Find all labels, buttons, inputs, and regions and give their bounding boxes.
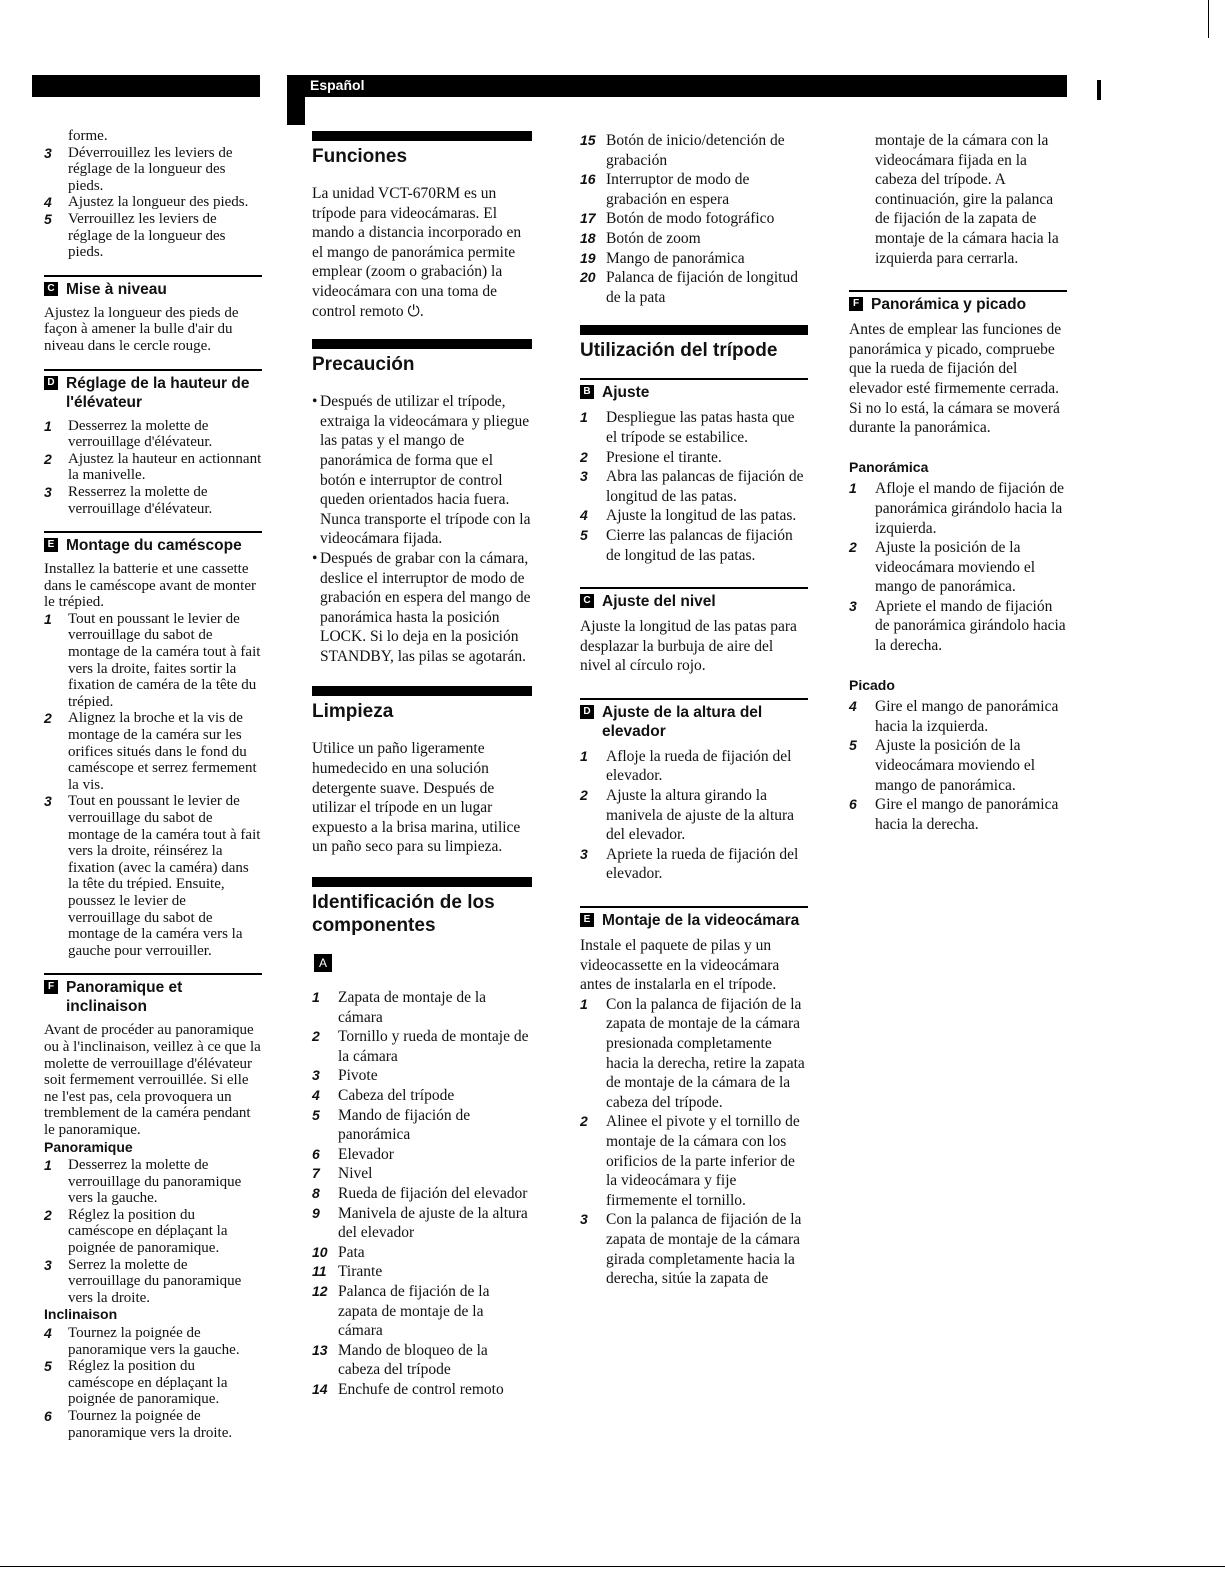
- page-marker: [1097, 80, 1101, 100]
- item-text: Botón de inicio/detención de grabación: [606, 132, 785, 169]
- section-rule: [580, 325, 808, 335]
- montaje-steps: [580, 995, 808, 1289]
- heading-utilizacion: Utilización del trípode: [580, 340, 778, 362]
- list-item: [44, 710, 262, 793]
- item-text: Ajuste la posición de la videocámara moviendo el mango de panorámica.: [875, 737, 1036, 794]
- item-text: Afloje el mando de fijación de panorámica girándolo hacia la izquierda.: [875, 480, 1064, 537]
- item-number: 6: [312, 1145, 320, 1162]
- item-number: 14: [312, 1380, 328, 1397]
- item-text: Botón de modo fotográfico: [606, 210, 775, 228]
- item-number: 13: [312, 1341, 328, 1358]
- section-title: Ajuste: [602, 384, 650, 402]
- item-number: 3: [580, 845, 588, 862]
- item-text: Afloje la rueda de fijación del elevador.: [606, 747, 792, 785]
- item-text: Elevador: [338, 1145, 394, 1163]
- list-item: [849, 736, 1067, 795]
- list-item: [312, 1184, 532, 1204]
- item-text: Réglez la position du caméscope en déplaçant la poignée de panoramique.: [68, 1206, 228, 1257]
- item-number: 4: [44, 1325, 52, 1342]
- item-text: Zapata de montaje de la cámara: [338, 989, 487, 1026]
- item-text: Gire el mango de panorámica hacia la izquierda.: [875, 698, 1059, 735]
- item-number: 16: [580, 171, 596, 188]
- item-text: Desserrez la molette de verrouillage du panoramique vers la gauche.: [68, 1157, 242, 1207]
- item-number: 8: [312, 1184, 320, 1201]
- item-number: 2: [44, 1206, 52, 1223]
- list-item: [580, 131, 808, 170]
- item-number: 4: [580, 507, 588, 524]
- section-text: Avant de procéder au panoramique ou à l'inclinaison, veillez à ce que la molette de verrouillage d'élévateur soit fermement verrouillée. Si elle ne l'est pas, cela provoquera un tremblement de la caméra pendant le panoramique.: [44, 1022, 261, 1138]
- section-montage-camescope: [44, 531, 262, 555]
- column-french: [44, 128, 262, 1441]
- heading-precaucion: Precaución: [312, 354, 415, 376]
- ajuste-steps: [580, 408, 808, 565]
- item-text: Abra las palancas de fijación de longitud de las patas.: [606, 468, 804, 505]
- item-text: Tout en poussant le levier de verrouillage du sabot de montage de la caméra tout à fait vers la droite, faites sortir la fixation de caméra de la tête du trépied.: [68, 610, 261, 710]
- panoramica-steps: [849, 479, 1067, 655]
- item-text: Con la palanca de fijación de la zapata de montaje de la cámara presionada completamente hacia la derecha, retire la zapata de montaje de la cámara de la cabeza del trípode.: [606, 995, 805, 1111]
- figure-badge: A: [314, 954, 332, 972]
- col1-steps-d: [44, 418, 262, 518]
- item-text: Déverrouillez les leviers de réglage de la longueur des pieds.: [68, 144, 233, 194]
- section-montaje: [580, 906, 808, 930]
- item-number: 2: [44, 710, 52, 727]
- section-rule: [312, 877, 532, 887]
- item-number: 6: [849, 796, 857, 813]
- item-number: 7: [312, 1165, 320, 1182]
- item-text: Cabeza del trípode: [338, 1087, 455, 1104]
- item-text: Enchufe de control remoto: [338, 1380, 504, 1398]
- section-title: Montaje de la videocámara: [602, 912, 800, 930]
- item-text: Interruptor de modo de grabación en espera: [606, 171, 750, 208]
- item-number: 15: [580, 132, 596, 148]
- item-number: 1: [849, 480, 857, 497]
- section-text: Antes de emplear las funciones de panorámica y picado, compruebe que la rueda de fijación del elevador esté firmemente cerrada. Si no lo está, la cámara se moverá durante la panorámica.: [849, 321, 1062, 437]
- item-number: 3: [44, 144, 52, 161]
- corner-rule: [1208, 0, 1209, 38]
- item-text: Mando de bloqueo de la cabeza del trípode: [338, 1341, 488, 1379]
- section-title: Mise à niveau: [66, 280, 167, 298]
- list-item: [580, 526, 808, 565]
- list-item: [580, 229, 808, 249]
- section-rule: [312, 339, 532, 349]
- section-panoramique: [44, 973, 262, 1016]
- list-item: [580, 995, 808, 1113]
- col1-steps-f1: [44, 1157, 262, 1306]
- list-item: [44, 451, 262, 484]
- item-number: 2: [580, 787, 588, 804]
- item-number: 1: [44, 417, 52, 434]
- limpieza-text: Utilice un paño ligeramente humedecido en una solución detergente suave. Después de utilizar el trípode en un lugar expuesto a la brisa marina, utilice un paño seco para su limpieza.: [312, 740, 521, 856]
- list-item: [312, 988, 532, 1027]
- bullet-item: • Después de utilizar el trípode, extraiga la videocámara y pliegue las patas y el mango de panorámica de forma que el botón e interruptor de control queden orientados hacia fuera. Nunca transporte el trípode con la videocámara fijada.: [312, 393, 531, 548]
- list-item: [44, 793, 262, 959]
- col1-steps-e: [44, 611, 262, 959]
- item-text: Palanca de fijación de longitud de la pata: [606, 269, 798, 306]
- list-item: [312, 1164, 532, 1184]
- item-number: 20: [580, 269, 596, 286]
- item-text: Presione el tirante.: [606, 448, 722, 466]
- list-item: [580, 209, 808, 229]
- section-badge: C: [44, 282, 58, 296]
- item-number: 1: [44, 610, 52, 627]
- list-item: [44, 194, 262, 211]
- component-list-continued: [580, 131, 808, 307]
- item-text: Alignez la broche et la vis de montage de la caméra sur les orifices situés dans le fond du caméscope et serrez fermement la vis.: [68, 710, 257, 793]
- column-funciones: [312, 131, 532, 1400]
- section-title: Ajuste de la altura del elevador: [602, 703, 763, 740]
- item-text: Tirante: [338, 1263, 383, 1281]
- list-item: [44, 1157, 262, 1207]
- column-utilizacion: [580, 131, 808, 1289]
- list-item: [44, 484, 262, 517]
- item-number: 5: [312, 1106, 320, 1123]
- item-text: Ajustez la longueur des pieds.: [68, 194, 249, 211]
- item-number: 1: [44, 1157, 52, 1174]
- section-badge: E: [580, 913, 594, 927]
- item-number: 17: [580, 210, 596, 227]
- item-text: Pata: [338, 1243, 365, 1261]
- item-text: Tournez la poignée de panoramique vers la gauche.: [68, 1325, 240, 1358]
- item-number: 4: [849, 698, 857, 715]
- list-item: [580, 408, 808, 447]
- item-number: 3: [44, 1256, 52, 1273]
- item-number: 11: [312, 1263, 327, 1280]
- subheading-panoramique: Panoramique: [44, 1138, 133, 1155]
- list-item: [849, 479, 1067, 538]
- col4-intro: montaje de la cámara con la videocámara fijada en la cabeza del trípode. A continuación, gire la palanca de fijación de la zapata de montaje de la cámara hacia la izquierda para cerrarla.: [875, 132, 1059, 267]
- heading-funciones: Funciones: [312, 146, 408, 167]
- item-number: 1: [580, 747, 588, 764]
- list-item: [849, 697, 1067, 736]
- item-text: Mango de panorámica: [606, 249, 745, 267]
- list-item: [312, 1027, 532, 1066]
- list-item: [580, 448, 808, 468]
- item-text: Manivela de ajuste de la altura del elevador: [338, 1204, 528, 1242]
- section-panoramica-picado: [849, 290, 1067, 314]
- section-ajuste-nivel: [580, 587, 808, 611]
- item-text: Réglez la position du caméscope en déplaçant la poignée de panoramique.: [68, 1358, 228, 1408]
- section-title: Panorámica y picado: [871, 296, 1027, 314]
- list-item: [580, 170, 808, 209]
- list-item: [44, 418, 262, 451]
- item-number: 12: [312, 1282, 328, 1299]
- item-number: 3: [44, 793, 52, 810]
- section-text: Installez la batterie et une cassette dans le caméscope avant de monter le trépied.: [44, 561, 256, 611]
- section-badge: E: [44, 538, 58, 552]
- item-number: 5: [44, 1358, 52, 1375]
- item-text: Serrez la molette de verrouillage du panoramique vers la droite.: [68, 1256, 242, 1306]
- item-number: 3: [312, 1067, 320, 1084]
- item-text: Rueda de fijación del elevador: [338, 1184, 528, 1202]
- list-item: [44, 1358, 262, 1408]
- list-item: [44, 1408, 262, 1441]
- item-number: 2: [849, 539, 857, 556]
- list-item: [580, 268, 808, 307]
- list-item: [44, 1207, 262, 1257]
- list-item: [44, 1325, 262, 1358]
- item-number: 5: [44, 210, 52, 227]
- list-item: [312, 1262, 532, 1282]
- list-item: [312, 1145, 532, 1165]
- item-number: 2: [580, 1113, 588, 1130]
- list-item: [312, 1106, 532, 1145]
- list-item: [580, 845, 808, 884]
- heading-limpieza: Limpieza: [312, 701, 394, 723]
- list-item: [580, 506, 808, 526]
- col1-steps-a: [44, 145, 262, 261]
- item-text: Pivote: [338, 1067, 378, 1085]
- item-text: Ajuste la longitud de las patas.: [606, 507, 797, 525]
- funciones-text: La unidad VCT-670RM es un trípode para videocámaras. El mando a distancia incorporado en el mango de panorámica permite emplear (zoom o grabación) la videocámara con una toma de control remoto ⏻.: [312, 185, 522, 320]
- section-title: Réglage de la hauteur de l'élévateur: [66, 374, 250, 411]
- list-item: [580, 467, 808, 506]
- item-text: Desserrez la molette de verrouillage d'élévateur.: [68, 417, 213, 451]
- item-number: 6: [44, 1408, 52, 1424]
- section-badge: D: [580, 705, 594, 719]
- section-badge: F: [44, 980, 58, 994]
- item-text: Alinee el pivote y el tornillo de montaje de la cámara con los orificios de la parte inferior de la videocámara y fije firmemente el tornillo.: [606, 1113, 800, 1209]
- list-item: [312, 1282, 532, 1341]
- item-text: Botón de zoom: [606, 229, 701, 247]
- item-number: 18: [580, 229, 596, 246]
- subheading-panoramica: Panorámica: [849, 458, 929, 475]
- list-item: [849, 597, 1067, 656]
- item-number: 2: [44, 450, 52, 467]
- item-number: 3: [580, 1211, 588, 1228]
- section-reglage-hauteur: [44, 369, 262, 412]
- heading-identificacion: Identificación de los componentes: [312, 892, 495, 937]
- section-ajuste: [580, 378, 808, 402]
- item-number: 1: [580, 995, 588, 1012]
- item-number: 9: [312, 1204, 320, 1221]
- list-item: [44, 1257, 262, 1307]
- section-text: Ajustez la longueur des pieds de façon à amener la bulle d'air du niveau dans le cercle rouge.: [44, 304, 239, 354]
- section-ajuste-altura: [580, 698, 808, 741]
- item-number: 3: [849, 597, 857, 614]
- section-badge: B: [580, 385, 594, 399]
- column-panoramica: [849, 131, 1067, 834]
- item-text: Cierre las palancas de fijación de longitud de las patas.: [606, 526, 793, 564]
- header-bar-left: [32, 75, 260, 97]
- section-title: Ajuste del nivel: [602, 593, 716, 611]
- item-number: 3: [580, 468, 588, 485]
- list-item: [312, 1066, 532, 1086]
- section-badge: C: [580, 594, 594, 608]
- item-number: 4: [312, 1087, 320, 1103]
- item-number: 19: [580, 249, 596, 266]
- item-text: Tornillo y rueda de montaje de la cámara: [338, 1028, 529, 1065]
- section-text: Ajuste la longitud de las patas para desplazar la burbuja de aire del nivel al círculo rojo.: [580, 618, 797, 675]
- list-item: [580, 786, 808, 845]
- language-label: Español: [310, 77, 365, 93]
- list-item: [312, 1086, 532, 1106]
- list-item: [580, 249, 808, 269]
- item-number: 1: [312, 989, 320, 1006]
- item-text: Ajuste la altura girando la manivela de ajuste de la altura del elevador.: [606, 787, 795, 844]
- section-rule: [312, 686, 532, 696]
- col1-steps-f2: [44, 1325, 262, 1441]
- item-text: Verrouillez les leviers de réglage de la longueur des pieds.: [68, 210, 226, 261]
- section-mise-a-niveau: [44, 275, 262, 299]
- footer-rule: [0, 1566, 1225, 1567]
- item-number: 2: [580, 448, 588, 465]
- list-item: [580, 747, 808, 786]
- item-text: Ajuste la posición de la videocámara moviendo el mango de panorámica.: [875, 539, 1036, 596]
- item-number: 3: [44, 483, 52, 500]
- item-text: Gire el mango de panorámica hacia la derecha.: [875, 796, 1059, 833]
- item-text: Con la palanca de fijación de la zapata de montaje de la cámara girada completamente hacia la derecha, sitúe la zapata de: [606, 1211, 802, 1288]
- list-item: [312, 1380, 532, 1400]
- item-number: 5: [580, 526, 588, 543]
- altura-steps: [580, 747, 808, 884]
- list-item: [44, 611, 262, 711]
- item-text: Apriete el mando de fijación de panorámica girándolo hacia la derecha.: [875, 597, 1066, 655]
- section-rule: [312, 131, 532, 141]
- section-badge: D: [44, 376, 58, 390]
- list-item: [849, 538, 1067, 597]
- subheading-inclinaison: Inclinaison: [44, 1306, 118, 1323]
- item-text: Apriete la rueda de fijación del elevador.: [606, 845, 799, 883]
- item-text: Nivel: [338, 1165, 373, 1183]
- item-text: Resserrez la molette de verrouillage d'élévateur.: [68, 483, 213, 517]
- subheading-picado: Picado: [849, 676, 895, 693]
- section-title: Panoramique et inclinaison: [66, 979, 183, 1016]
- item-text: Despliegue las patas hasta que el trípode se estabilice.: [606, 409, 795, 446]
- section-text: Instale el paquete de pilas y un videocassette en la videocámara antes de instalarla en el trípode.: [580, 937, 780, 994]
- item-number: 5: [849, 737, 857, 754]
- list-item: [312, 1243, 532, 1263]
- list-item: [44, 145, 262, 195]
- list-item: [580, 1210, 808, 1288]
- item-text: Tout en poussant le levier de verrouillage du sabot de montage de la caméra tout à fait vers la droite, réinsérez la fixation (avec la caméra) dans la tête du trépied. Ensuite, poussez le levier de verrouillage du sabot de montage de la caméra vers la gauche pour verrouiller.: [68, 793, 261, 959]
- col1-intro: forme.: [68, 128, 108, 144]
- item-text: Mando de fijación de panorámica: [338, 1106, 471, 1144]
- item-number: 4: [44, 194, 52, 211]
- item-number: 2: [312, 1028, 320, 1045]
- precaucion-bullets: [312, 392, 532, 666]
- item-text: Tournez la poignée de panoramique vers la droite.: [68, 1408, 233, 1441]
- header-tab: [287, 75, 305, 125]
- item-text: Ajustez la hauteur en actionnant la manivelle.: [68, 450, 262, 484]
- picado-steps: [849, 697, 1067, 834]
- header-bar: [287, 75, 1067, 97]
- item-number: 1: [580, 409, 588, 426]
- list-item: [312, 1341, 532, 1380]
- list-item: [849, 795, 1067, 834]
- bullet-item: • Después de grabar con la cámara, deslice el interruptor de modo de grabación en espera del mango de panorámica hasta la posición LOCK. Si lo deja en la posición STANDBY, las pilas se agotarán.: [312, 549, 531, 665]
- list-item: [312, 1204, 532, 1243]
- component-list: [312, 988, 532, 1399]
- item-text: Palanca de fijación de la zapata de montaje de la cámara: [338, 1282, 490, 1340]
- list-item: [580, 1112, 808, 1210]
- list-item: [44, 211, 262, 261]
- section-title: Montage du caméscope: [66, 537, 242, 555]
- item-number: 10: [312, 1243, 328, 1260]
- section-badge: F: [849, 297, 863, 311]
